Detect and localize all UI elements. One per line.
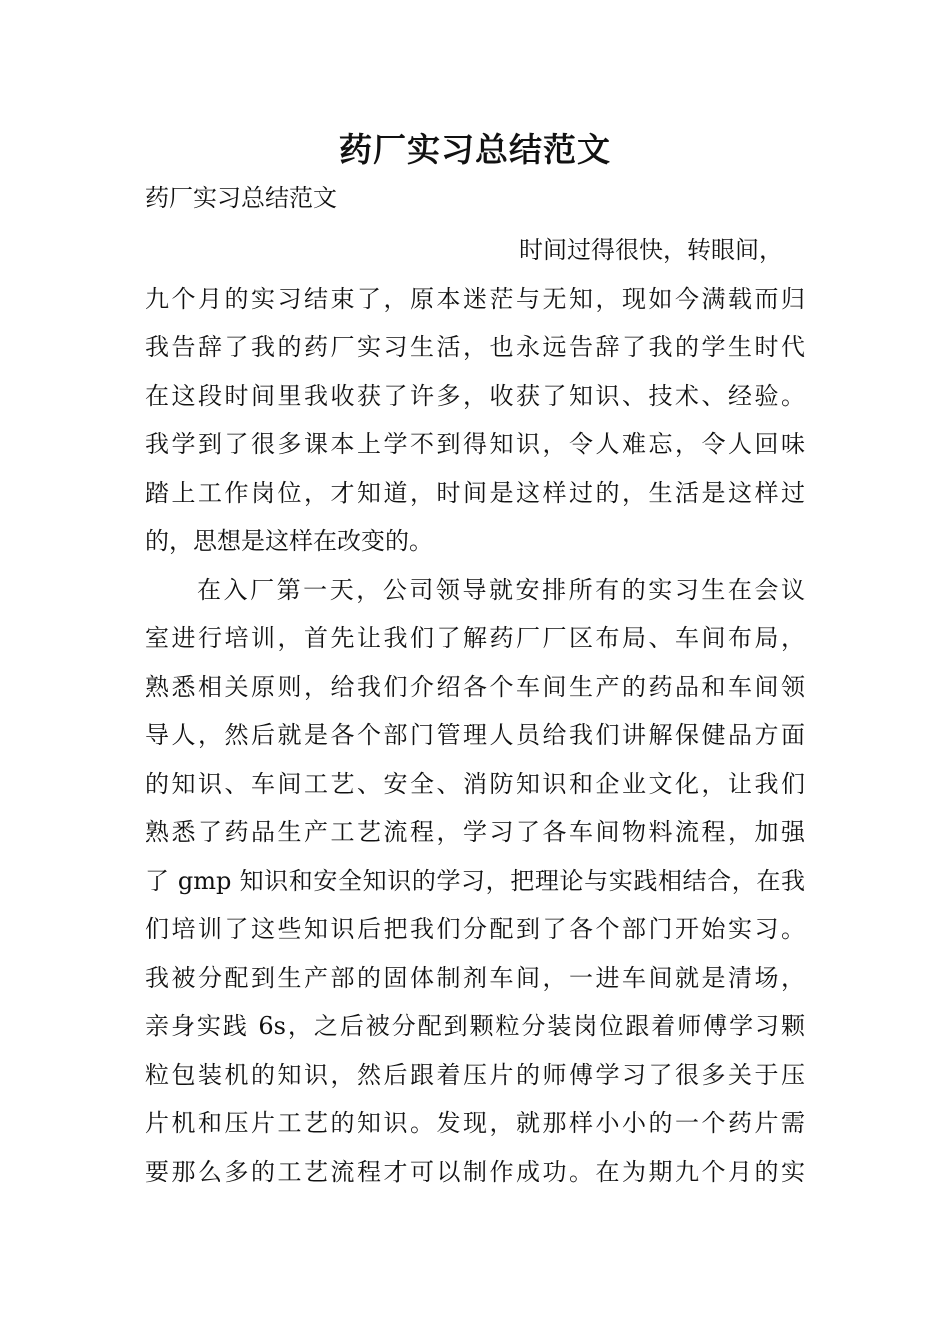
paragraph-line: 在入厂第一天，公司领导就安排所有的实习生在会议 — [197, 575, 805, 604]
paragraph-line: 亲身实践 6s，之后被分配到颗粒分装岗位跟着师傅学习颗 — [145, 1012, 805, 1040]
paragraph-line: 熟悉了药品生产工艺流程，学习了各车间物料流程，加强 — [145, 818, 805, 846]
paragraph-line: 我告辞了我的药厂实习生活，也永远告辞了我的学生时代 — [145, 333, 805, 361]
paragraph-line: 们培训了这些知识后把我们分配到了各个部门开始实习。 — [145, 915, 805, 943]
paragraph-line: 熟悉相关原则，给我们介绍各个车间生产的药品和车间领 — [145, 672, 805, 701]
paragraph-line: 在这段时间里我收获了许多，收获了知识、技术、经验。 — [145, 381, 805, 410]
document-body — [145, 226, 805, 1196]
paragraph-line: 了 gmp 知识和安全知识的学习，把理论与实践相结合，在我 — [145, 866, 805, 895]
paragraph-line: 时间过得很快，转眼间， — [519, 236, 783, 264]
paragraph-line: 我学到了很多课本上学不到得知识，令人难忘，令人回味 — [145, 430, 805, 458]
document-subtitle: 药厂实习总结范文 — [145, 184, 337, 212]
paragraph-line: 的，思想是这样在改变的。 — [145, 527, 433, 555]
paragraph-line: 的知识、车间工艺、安全、消防知识和企业文化，让我们 — [145, 769, 805, 798]
paragraph-line: 九个月的实习结束了，原本迷茫与无知，现如今满载而归 — [145, 284, 805, 313]
paragraph-line: 踏上工作岗位，才知道，时间是这样过的，生活是这样过 — [145, 478, 805, 507]
paragraph-line: 要那么多的工艺流程才可以制作成功。在为期九个月的实 — [145, 1157, 805, 1186]
paragraph-line: 片机和压片工艺的知识。发现，就那样小小的一个药片需 — [145, 1109, 805, 1137]
paragraph-line: 室进行培训，首先让我们了解药厂厂区布局、车间布局， — [145, 624, 805, 652]
paragraph-line: 我被分配到生产部的固体制剂车间，一进车间就是清场， — [145, 963, 805, 992]
document-title: 药厂实习总结范文 — [339, 130, 611, 169]
paragraph-line: 导人，然后就是各个部门管理人员给我们讲解保健品方面 — [145, 721, 805, 749]
paragraph-line: 粒包装机的知识，然后跟着压片的师傅学习了很多关于压 — [145, 1060, 805, 1089]
